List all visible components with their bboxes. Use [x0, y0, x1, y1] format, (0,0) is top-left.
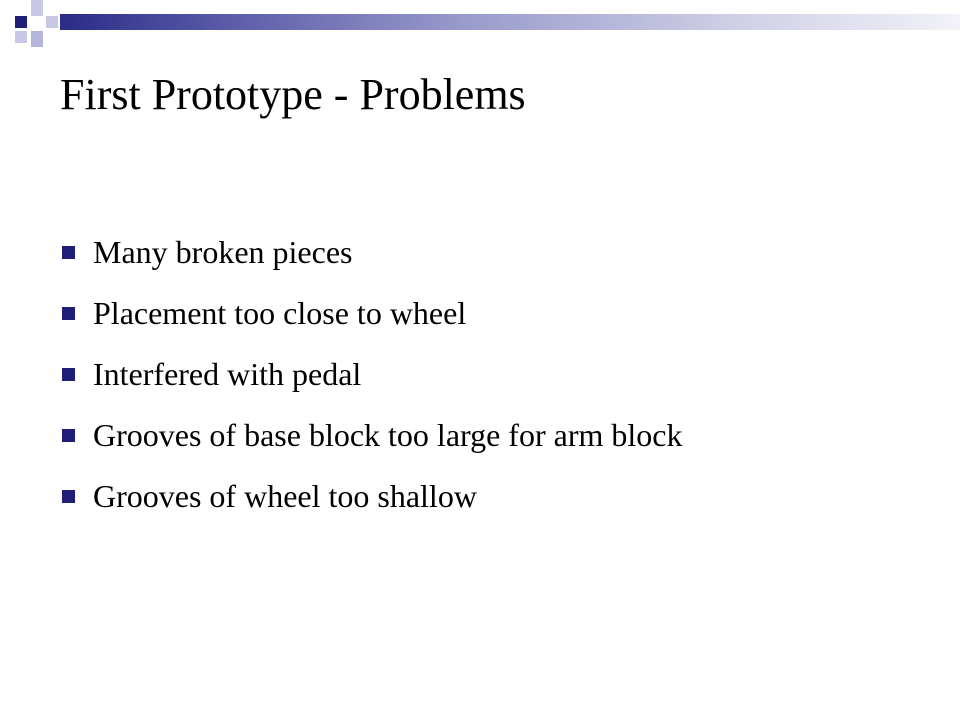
bullet-text: Grooves of base block too large for arm block — [93, 417, 683, 453]
bullet-item — [62, 222, 682, 283]
bullet-item — [62, 405, 682, 466]
decorative-square — [15, 31, 27, 43]
decorative-square — [31, 31, 43, 47]
square-bullet-icon — [62, 246, 75, 259]
square-bullet-icon — [62, 429, 75, 442]
bullet-item — [62, 344, 682, 405]
bullet-list — [62, 222, 682, 527]
bullet-text: Placement too close to wheel — [93, 295, 467, 331]
top-gradient-bar — [60, 14, 960, 30]
square-bullet-icon — [62, 368, 75, 381]
bullet-item — [62, 466, 682, 527]
bullet-text: Interfered with pedal — [93, 356, 362, 392]
bullet-item — [62, 283, 682, 344]
square-bullet-icon — [62, 490, 75, 503]
bullet-text: Many broken pieces — [93, 234, 353, 270]
slide-title: First Prototype - Problems — [60, 70, 526, 119]
bullet-text: Grooves of wheel too shallow — [93, 478, 477, 514]
decorative-square — [15, 16, 27, 28]
decorative-square — [46, 16, 58, 28]
square-bullet-icon — [62, 307, 75, 320]
decorative-square — [31, 0, 43, 16]
